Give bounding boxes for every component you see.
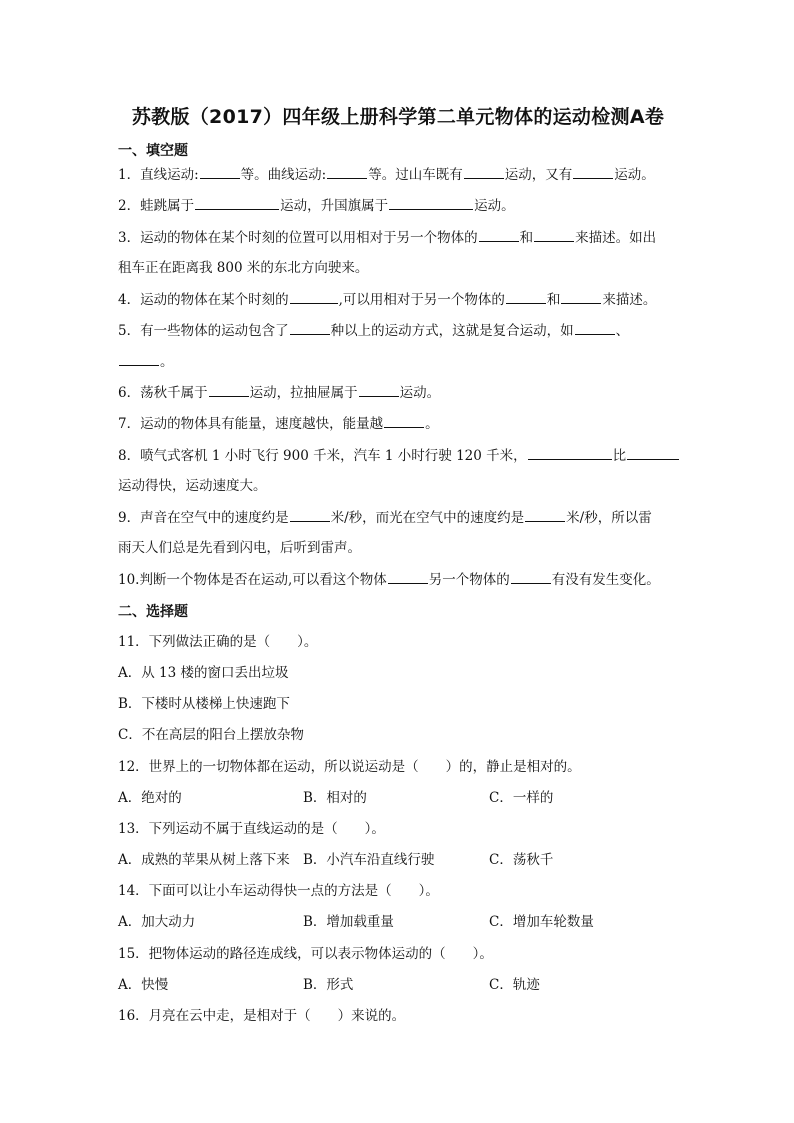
question-13-option-a: A．成熟的苹果从树上落下来 bbox=[118, 852, 290, 868]
answer-blank bbox=[359, 382, 399, 397]
question-4: 4．运动的物体在某个时刻的 ,可以用相对于另一个物体的 和 来描述。 bbox=[118, 289, 656, 310]
answer-blank bbox=[506, 289, 546, 304]
answer-blank bbox=[525, 507, 565, 522]
answer-blank bbox=[464, 164, 504, 179]
section-fill-heading: 一、填空题 bbox=[118, 143, 188, 159]
question-14-option-c: C．增加车轮数量 bbox=[489, 914, 594, 930]
answer-blank bbox=[195, 195, 279, 210]
question-13: 13．下列运动不属于直线运动的是（ ）。 bbox=[118, 821, 385, 837]
question-11-option-c: C．不在高层的阳台上摆放杂物 bbox=[118, 727, 304, 743]
question-11-option-b: B．下楼时从楼梯上快速跑下 bbox=[118, 696, 290, 712]
question-12-option-a: A．绝对的 bbox=[118, 790, 182, 806]
question-5-line-2: 。 bbox=[118, 351, 174, 372]
answer-blank bbox=[200, 164, 240, 179]
question-14-option-a: A．加大动力 bbox=[118, 914, 196, 930]
question-6: 6．荡秋千属于 运动，拉抽屉属于 运动。 bbox=[118, 382, 440, 403]
section-choice-heading: 二、选择题 bbox=[118, 604, 188, 620]
answer-blank bbox=[511, 569, 551, 584]
question-1: 1．直线运动: 等。曲线运动: 等。过山车既有 运动，又有 运动。 bbox=[118, 164, 655, 185]
answer-blank bbox=[290, 320, 330, 335]
answer-blank bbox=[119, 351, 159, 366]
question-8: 8．喷气式客机 1 小时飞行 900 千米，汽车 1 小时行驶 120 千米， 比 bbox=[118, 445, 680, 466]
answer-blank bbox=[534, 227, 574, 242]
question-12: 12．世界上的一切物体都在运动，所以说运动是（ ）的，静止是相对的。 bbox=[118, 759, 581, 775]
question-15-option-b: B．形式 bbox=[303, 977, 354, 993]
question-15: 15．把物体运动的路径连成线，可以表示物体运动的（ ）。 bbox=[118, 946, 493, 962]
answer-blank bbox=[290, 289, 338, 304]
question-9: 9．声音在空气中的速度约是 米/秒，而光在空气中的速度约是 米/秒，所以雷 bbox=[118, 507, 652, 528]
answer-blank bbox=[290, 507, 330, 522]
question-3-line-2: 租车正在距离我 800 米的东北方向驶来。 bbox=[118, 260, 369, 276]
answer-blank bbox=[384, 413, 424, 428]
answer-blank bbox=[327, 164, 367, 179]
answer-blank bbox=[561, 289, 601, 304]
question-2: 2．蛙跳属于 运动，升国旗属于 运动。 bbox=[118, 195, 515, 216]
question-14-option-b: B．增加载重量 bbox=[303, 914, 394, 930]
answer-blank bbox=[528, 445, 612, 460]
question-3: 3．运动的物体在某个时刻的位置可以用相对于另一个物体的 和 来描述。如出 bbox=[118, 227, 656, 248]
question-10: 10.判断一个物体是否在运动,可以看这个物体 另一个物体的 有没有发生变化。 bbox=[118, 569, 660, 590]
question-7: 7．运动的物体具有能量，速度越快，能量越 。 bbox=[118, 413, 439, 434]
page-title: 苏教版（2017）四年级上册科学第二单元物体的运动检测A卷 bbox=[131, 106, 665, 128]
question-14: 14．下面可以让小车运动得快一点的方法是（ ）。 bbox=[118, 883, 439, 899]
answer-blank bbox=[388, 569, 428, 584]
question-16: 16．月亮在云中走，是相对于（ ）来说的。 bbox=[118, 1008, 406, 1024]
answer-blank bbox=[575, 320, 615, 335]
question-9-line-2: 雨天人们总是先看到闪电，后听到雷声。 bbox=[118, 540, 361, 556]
question-11-option-a: A．从 13 楼的窗口丢出垃圾 bbox=[118, 665, 289, 681]
question-5: 5．有一些物体的运动包含了 种以上的运动方式，这就是复合运动，如 、 bbox=[118, 320, 629, 341]
question-12-option-b: B．相对的 bbox=[303, 790, 367, 806]
question-13-option-b: B．小汽车沿直线行驶 bbox=[303, 852, 435, 868]
question-11: 11．下列做法正确的是（ ）。 bbox=[118, 634, 318, 650]
answer-blank bbox=[209, 382, 249, 397]
answer-blank bbox=[573, 164, 613, 179]
answer-blank bbox=[627, 445, 679, 460]
answer-blank bbox=[389, 195, 473, 210]
question-12-option-c: C．一样的 bbox=[489, 790, 554, 806]
question-15-option-a: A．快慢 bbox=[118, 977, 169, 993]
question-8-line-2: 运动得快，运动速度大。 bbox=[118, 478, 267, 494]
answer-blank bbox=[479, 227, 519, 242]
question-13-option-c: C．荡秋千 bbox=[489, 852, 554, 868]
question-15-option-c: C．轨迹 bbox=[489, 977, 540, 993]
